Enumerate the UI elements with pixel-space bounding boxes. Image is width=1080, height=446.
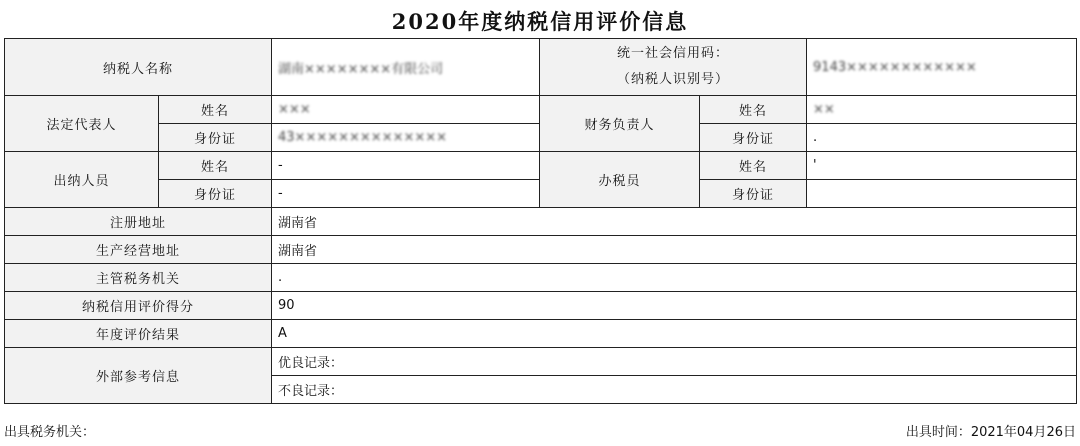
credit-code-label: 统一社会信用码： （纳税人识别号） xyxy=(540,39,807,96)
tax-officer-id-label: 身份证 xyxy=(700,180,807,208)
taxpayer-name-label: 纳税人名称 xyxy=(5,39,272,96)
bad-record-label: 不良记录： xyxy=(272,376,1077,404)
finance-head-label: 财务负责人 xyxy=(540,96,700,152)
biz-address-value: 湖南省 xyxy=(272,236,1077,264)
good-record-label: 优良记录： xyxy=(272,348,1077,376)
result-label: 年度评价结果 xyxy=(5,320,272,348)
cashier-id-label: 身份证 xyxy=(159,180,272,208)
finance-head-id-label: 身份证 xyxy=(700,124,807,152)
tax-authority-label: 主管税务机关 xyxy=(5,264,272,292)
cashier-label: 出纳人员 xyxy=(5,152,159,208)
biz-address-label: 生产经营地址 xyxy=(5,236,272,264)
issue-time: 出具时间：2021年04月26日 xyxy=(905,425,1076,440)
finance-head-name-value: ×× xyxy=(807,96,1077,124)
credit-code-value: 9143×××××××××××× xyxy=(807,39,1077,96)
legal-rep-name-label: 姓名 xyxy=(159,96,272,124)
score-label: 纳税信用评价得分 xyxy=(5,292,272,320)
credit-info-table xyxy=(4,38,1077,404)
legal-rep-id-value: 43×××××××××××××× xyxy=(272,124,540,152)
tax-officer-label: 办税员 xyxy=(540,152,700,208)
taxpayer-name-value: 湖南××××××××有限公司 xyxy=(272,39,540,96)
tax-officer-name-value: ' xyxy=(807,152,1077,180)
score-value: 90 xyxy=(272,292,1077,320)
tax-officer-name-label: 姓名 xyxy=(700,152,807,180)
finance-head-name-label: 姓名 xyxy=(700,96,807,124)
result-value: A xyxy=(272,320,1077,348)
legal-rep-label: 法定代表人 xyxy=(5,96,159,152)
cashier-id-value: - xyxy=(272,180,540,208)
cashier-name-value: - xyxy=(272,152,540,180)
reg-address-label: 注册地址 xyxy=(5,208,272,236)
issuer-label: 出具税务机关： xyxy=(4,425,96,440)
reg-address-value: 湖南省 xyxy=(272,208,1077,236)
page-title: 2020年度纳税信用评价信息 xyxy=(391,9,689,34)
tax-authority-value: . xyxy=(272,264,1077,292)
external-info-label: 外部参考信息 xyxy=(5,348,272,404)
tax-officer-id-value xyxy=(807,180,1077,208)
cashier-name-label: 姓名 xyxy=(159,152,272,180)
finance-head-id-value: . xyxy=(807,124,1077,152)
legal-rep-name-value: ××× xyxy=(272,96,540,124)
legal-rep-id-label: 身份证 xyxy=(159,124,272,152)
